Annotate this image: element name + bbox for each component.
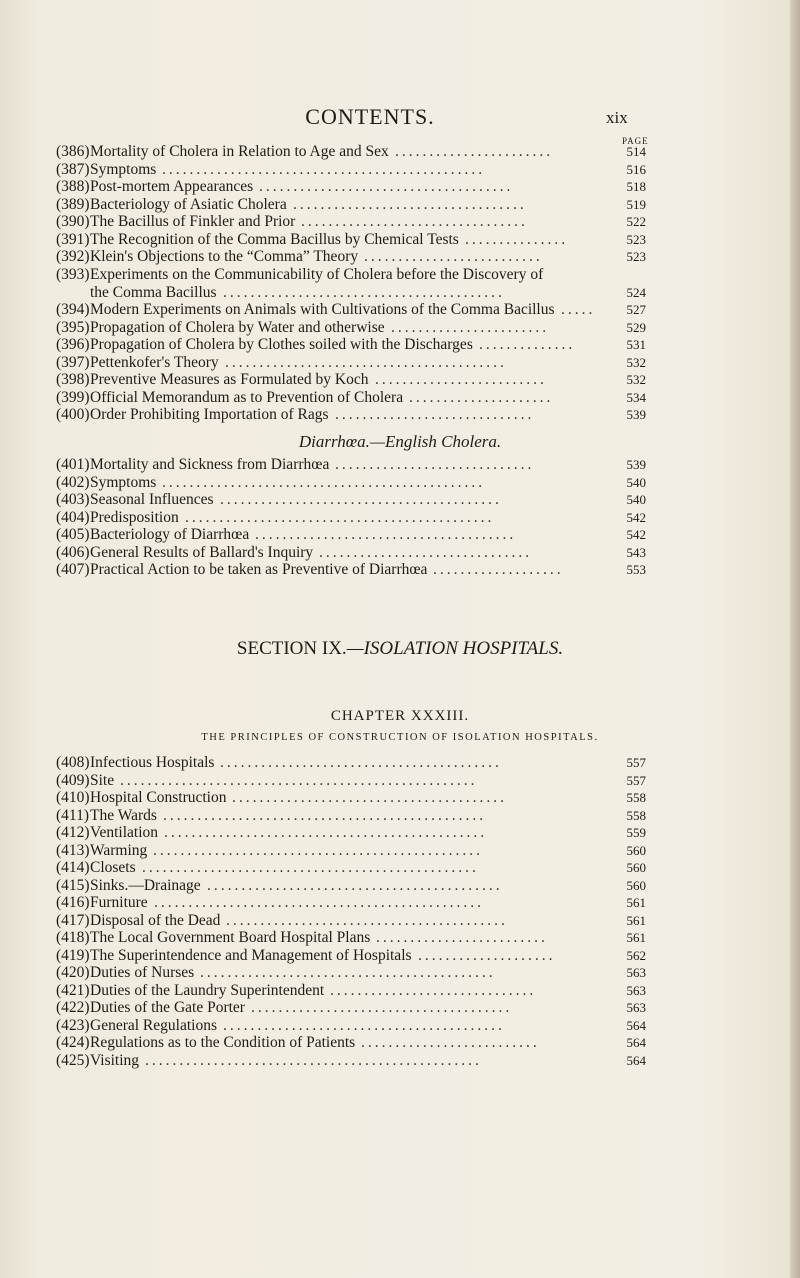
toc-entry bbox=[56, 231, 646, 249]
entry-number: (407) bbox=[56, 561, 90, 578]
dot-leader: ................................................ bbox=[154, 894, 484, 911]
dot-leader: ..................................... bbox=[259, 178, 514, 195]
toc-entry bbox=[56, 196, 646, 214]
toc-entry bbox=[56, 789, 646, 807]
toc-entry bbox=[56, 807, 646, 825]
dot-leader: ..................... bbox=[409, 388, 554, 406]
entry-title: General Results of Ballard's Inquiry bbox=[90, 543, 314, 561]
toc-entry bbox=[56, 842, 646, 860]
entry-page: 523 bbox=[626, 249, 646, 264]
entry-number: (409) bbox=[56, 771, 90, 789]
entry-title: Hospital Construction bbox=[90, 789, 227, 806]
dot-leader: ........................................... bbox=[207, 876, 503, 894]
entry-page: 553 bbox=[626, 562, 646, 577]
dot-leader: ................... bbox=[433, 561, 564, 578]
entry-title: Symptoms bbox=[90, 160, 157, 178]
toc-entry bbox=[56, 894, 646, 912]
toc-entry bbox=[56, 1052, 646, 1070]
entry-number: (420) bbox=[56, 964, 90, 981]
dot-leader: ............... bbox=[465, 230, 569, 248]
entry-number: (396) bbox=[56, 336, 90, 353]
entry-number: (408) bbox=[56, 754, 90, 771]
entry-title: Duties of the Gate Porter bbox=[90, 999, 245, 1016]
dot-leader: ................................................ bbox=[153, 841, 483, 859]
entry-title: Sinks.—Drainage bbox=[90, 876, 201, 894]
entry-page: 559 bbox=[626, 825, 646, 840]
chapter-subtitle: THE PRINCIPLES OF CONSTRUCTION OF ISOLATION HOSPITALS. bbox=[201, 732, 599, 743]
toc-entry bbox=[56, 336, 646, 354]
dot-leader: ......................................... bbox=[223, 1016, 505, 1034]
toc-entry bbox=[56, 406, 646, 424]
entry-title: Regulations as to the Condition of Patients bbox=[90, 1034, 356, 1051]
dot-leader: ................................................. bbox=[142, 859, 479, 876]
entry-page: 522 bbox=[626, 214, 646, 229]
toc-entry bbox=[56, 248, 646, 266]
section-title: —ISOLATION HOSPITALS. bbox=[346, 638, 564, 659]
entry-number: (406) bbox=[56, 543, 90, 561]
toc-entry bbox=[56, 509, 646, 527]
entry-number: (416) bbox=[56, 894, 90, 911]
entry-page: 540 bbox=[626, 492, 646, 507]
toc-entry bbox=[56, 561, 646, 579]
toc-entry bbox=[56, 354, 646, 372]
toc-entry bbox=[56, 772, 646, 790]
entry-number: (395) bbox=[56, 318, 90, 336]
entry-page: 539 bbox=[626, 457, 646, 472]
toc-entry-393 bbox=[56, 266, 646, 301]
entry-page: 531 bbox=[626, 337, 646, 352]
toc-entry bbox=[56, 877, 646, 895]
entry-page: 564 bbox=[626, 1017, 646, 1033]
toc-entry bbox=[56, 912, 646, 930]
dot-leader: ......................................... bbox=[226, 911, 508, 929]
entry-title: Bacteriology of Diarrhœa bbox=[90, 526, 250, 543]
entry-page: 518 bbox=[626, 179, 646, 194]
entry-number: (393) bbox=[56, 266, 90, 283]
entry-page: 560 bbox=[626, 842, 646, 858]
dot-leader: .................................................... bbox=[120, 771, 478, 789]
entry-title: Seasonal Influences bbox=[90, 491, 214, 508]
dot-leader: .................................. bbox=[293, 195, 527, 213]
entry-title: Symptoms bbox=[90, 473, 157, 491]
entry-page: 562 bbox=[626, 947, 646, 963]
entry-title: Bacteriology of Asiatic Cholera bbox=[90, 195, 287, 213]
dot-leader: .......................... bbox=[361, 1034, 540, 1051]
toc-entry bbox=[56, 824, 646, 842]
subheading-diarrhoea: Diarrhœa.—English Cholera. bbox=[298, 432, 502, 451]
entry-page: 529 bbox=[626, 319, 646, 335]
section-label: SECTION IX. bbox=[236, 638, 347, 659]
entry-page: 563 bbox=[626, 965, 646, 980]
entry-title: The Local Government Board Hospital Plans bbox=[90, 929, 371, 946]
toc-entry bbox=[56, 389, 646, 407]
entry-number: (421) bbox=[56, 981, 90, 999]
toc-entry bbox=[56, 929, 646, 947]
entry-number: (423) bbox=[56, 1016, 90, 1034]
entry-page: 560 bbox=[626, 860, 646, 875]
entry-page: 514 bbox=[626, 144, 646, 159]
dot-leader: ......................................... bbox=[225, 353, 507, 371]
dot-leader: ............................................... bbox=[163, 806, 487, 824]
toc-entry bbox=[56, 143, 646, 161]
dot-leader: ......................... bbox=[375, 371, 547, 388]
toc-entry bbox=[56, 859, 646, 877]
entry-title: Practical Action to be taken as Preventive of Diarrhœa bbox=[90, 561, 428, 578]
dot-leader: ........................................... bbox=[200, 964, 496, 981]
entry-number: (424) bbox=[56, 1034, 90, 1051]
toc-entry bbox=[56, 544, 646, 562]
entry-number: (401) bbox=[56, 456, 90, 473]
section-heading bbox=[0, 638, 800, 660]
entry-number: (411) bbox=[56, 806, 89, 824]
entry-number: (415) bbox=[56, 876, 90, 894]
toc-entry bbox=[56, 161, 646, 179]
entry-number: (412) bbox=[56, 824, 90, 841]
toc-entry bbox=[56, 947, 646, 965]
entry-number: (387) bbox=[56, 160, 90, 178]
dot-leader: ........................................ bbox=[232, 789, 507, 806]
dot-leader: .................... bbox=[418, 946, 556, 964]
entry-page: 564 bbox=[626, 1052, 646, 1068]
entry-number: (419) bbox=[56, 946, 90, 964]
entry-title: The Wards bbox=[90, 806, 157, 824]
toc-entry bbox=[56, 213, 646, 231]
entry-number: (400) bbox=[56, 406, 90, 423]
dot-leader: ......................... bbox=[376, 929, 548, 946]
entry-page: 539 bbox=[626, 407, 646, 422]
toc-entry bbox=[56, 982, 646, 1000]
toc-entry bbox=[56, 301, 646, 319]
dot-leader: ...................................... bbox=[255, 526, 517, 543]
toc-entry-continuation bbox=[56, 284, 646, 302]
dot-leader: ......................................... bbox=[220, 754, 502, 771]
entry-number: (422) bbox=[56, 999, 90, 1016]
toc-list-cholera bbox=[56, 143, 646, 266]
entry-title: The Superintendence and Management of Hospitals bbox=[90, 946, 412, 964]
toc-entry bbox=[56, 456, 646, 474]
toc-entry bbox=[56, 1017, 646, 1035]
entry-number: (391) bbox=[56, 230, 90, 248]
entry-title: Modern Experiments on Animals with Cultivations of the Comma Bacillus bbox=[90, 301, 555, 318]
entry-page: 563 bbox=[626, 1000, 646, 1015]
entry-number: (413) bbox=[56, 841, 90, 859]
dot-leader: ................................................. bbox=[145, 1051, 482, 1069]
entry-title: Predisposition bbox=[90, 508, 179, 526]
entry-page: 542 bbox=[626, 509, 646, 525]
entry-number: (417) bbox=[56, 911, 90, 929]
dot-leader: ......................................... bbox=[223, 283, 505, 301]
entry-title: Ventilation bbox=[90, 824, 159, 841]
entry-page: 532 bbox=[626, 372, 646, 387]
toc-entry bbox=[56, 474, 646, 492]
entry-title: Disposal of the Dead bbox=[90, 911, 221, 929]
chapter-heading: CHAPTER XXXIII. bbox=[330, 708, 470, 724]
entry-title: Warming bbox=[90, 841, 148, 859]
entry-number: (402) bbox=[56, 473, 90, 491]
dot-leader: ...................................... bbox=[251, 999, 513, 1016]
entry-page: 561 bbox=[626, 912, 646, 928]
dot-leader: ................................. bbox=[301, 213, 528, 230]
entry-title: Duties of the Laundry Superintendent bbox=[90, 981, 325, 999]
entry-number: (390) bbox=[56, 213, 90, 230]
dot-leader: ............................. bbox=[335, 456, 535, 473]
entry-number: (425) bbox=[56, 1051, 90, 1069]
entry-number: (386) bbox=[56, 143, 90, 160]
entry-page: 527 bbox=[626, 302, 646, 317]
dot-leader: .............. bbox=[479, 336, 576, 353]
entry-title: Site bbox=[90, 771, 115, 789]
entry-page: 564 bbox=[626, 1035, 646, 1050]
dot-leader: ......................................... bbox=[220, 491, 502, 508]
entry-title: Infectious Hospitals bbox=[90, 754, 215, 771]
entry-title: Order Prohibiting Importation of Rags bbox=[90, 406, 329, 423]
toc-entry bbox=[56, 319, 646, 337]
toc-entry bbox=[56, 1034, 646, 1052]
entry-title-continuation: the Comma Bacillus bbox=[90, 283, 217, 301]
dot-leader: ............................. bbox=[335, 406, 535, 423]
page-column-label: PAGE bbox=[622, 136, 649, 146]
entry-title: General Regulations bbox=[90, 1016, 217, 1034]
entry-title: Preventive Measures as Formulated by Koch bbox=[90, 371, 369, 388]
toc-list-isolation-hospitals bbox=[56, 754, 646, 1069]
entry-title: Propagation of Cholera by Clothes soiled with the Discharges bbox=[90, 336, 473, 353]
entry-page: 540 bbox=[626, 474, 646, 490]
entry-page: 561 bbox=[626, 895, 646, 910]
entry-page: 558 bbox=[626, 807, 646, 823]
dot-leader: ............................................... bbox=[162, 473, 486, 491]
entry-title: Mortality of Cholera in Relation to Age and Sex bbox=[90, 143, 389, 160]
entry-title: Furniture bbox=[90, 894, 148, 911]
dot-leader: ............................................... bbox=[162, 160, 486, 178]
entry-title: The Recognition of the Comma Bacillus by Chemical Tests bbox=[90, 230, 459, 248]
dot-leader: ............................................. bbox=[185, 508, 495, 526]
entry-number: (389) bbox=[56, 195, 90, 213]
entry-page: 542 bbox=[626, 527, 646, 542]
entry-title: Official Memorandum as to Prevention of Cholera bbox=[90, 388, 404, 406]
dot-leader: ..... bbox=[561, 301, 596, 318]
entry-page: 558 bbox=[626, 790, 646, 805]
running-title: CONTENTS. bbox=[305, 104, 435, 129]
dot-leader: .......................... bbox=[364, 248, 543, 265]
entry-number: (388) bbox=[56, 178, 90, 195]
entry-title: Duties of Nurses bbox=[90, 964, 195, 981]
entry-page: 534 bbox=[626, 389, 646, 405]
entry-number: (394) bbox=[56, 301, 90, 318]
entry-title: Propagation of Cholera by Water and otherwise bbox=[90, 318, 385, 336]
entry-number: (404) bbox=[56, 508, 90, 526]
entry-page: 516 bbox=[626, 161, 646, 177]
entry-page: 519 bbox=[626, 196, 646, 212]
entry-page: 560 bbox=[626, 877, 646, 893]
entry-number: (418) bbox=[56, 929, 90, 946]
entry-number: (405) bbox=[56, 526, 90, 543]
entry-page: 563 bbox=[626, 982, 646, 998]
entry-title: Visiting bbox=[90, 1051, 140, 1069]
entry-title: Klein's Objections to the “Comma” Theory bbox=[90, 248, 359, 265]
entry-page: 523 bbox=[626, 231, 646, 247]
toc-entry bbox=[56, 371, 646, 389]
toc-entry bbox=[56, 266, 646, 284]
dot-leader: ....................... bbox=[395, 143, 554, 160]
entry-page: 561 bbox=[626, 930, 646, 945]
toc-entry bbox=[56, 526, 646, 544]
toc-entry bbox=[56, 178, 646, 196]
entry-title: The Bacillus of Finkler and Prior bbox=[90, 213, 296, 230]
dot-leader: ............................... bbox=[319, 543, 533, 561]
entry-number: (399) bbox=[56, 388, 90, 406]
entry-title: Experiments on the Communicability of Cholera before the Discovery of bbox=[90, 266, 544, 283]
entry-page: 557 bbox=[626, 755, 646, 770]
toc-entry bbox=[56, 491, 646, 509]
entry-number: (397) bbox=[56, 353, 90, 371]
page-number: xix bbox=[606, 108, 628, 127]
entry-title: Pettenkofer's Theory bbox=[90, 353, 219, 371]
entry-page: 532 bbox=[626, 354, 646, 370]
toc-entry bbox=[56, 754, 646, 772]
dot-leader: ............................................... bbox=[164, 824, 488, 841]
entry-number: (410) bbox=[56, 789, 90, 806]
entry-page: 543 bbox=[626, 544, 646, 560]
entry-title: Mortality and Sickness from Diarrhœa bbox=[90, 456, 330, 473]
entry-number: (398) bbox=[56, 371, 90, 388]
toc-list-cholera-cont bbox=[56, 301, 646, 424]
toc-entry bbox=[56, 964, 646, 982]
dot-leader: ....................... bbox=[391, 318, 550, 336]
toc-list-diarrhoea bbox=[56, 456, 646, 579]
entry-number: (403) bbox=[56, 491, 90, 508]
entry-number: (392) bbox=[56, 248, 90, 265]
dot-leader: .............................. bbox=[330, 981, 537, 999]
entry-page: 557 bbox=[626, 772, 646, 788]
toc-entry bbox=[56, 999, 646, 1017]
entry-title: Post-mortem Appearances bbox=[90, 178, 254, 195]
entry-page: 524 bbox=[626, 284, 646, 300]
entry-title: Closets bbox=[90, 859, 136, 876]
entry-number: (414) bbox=[56, 859, 90, 876]
